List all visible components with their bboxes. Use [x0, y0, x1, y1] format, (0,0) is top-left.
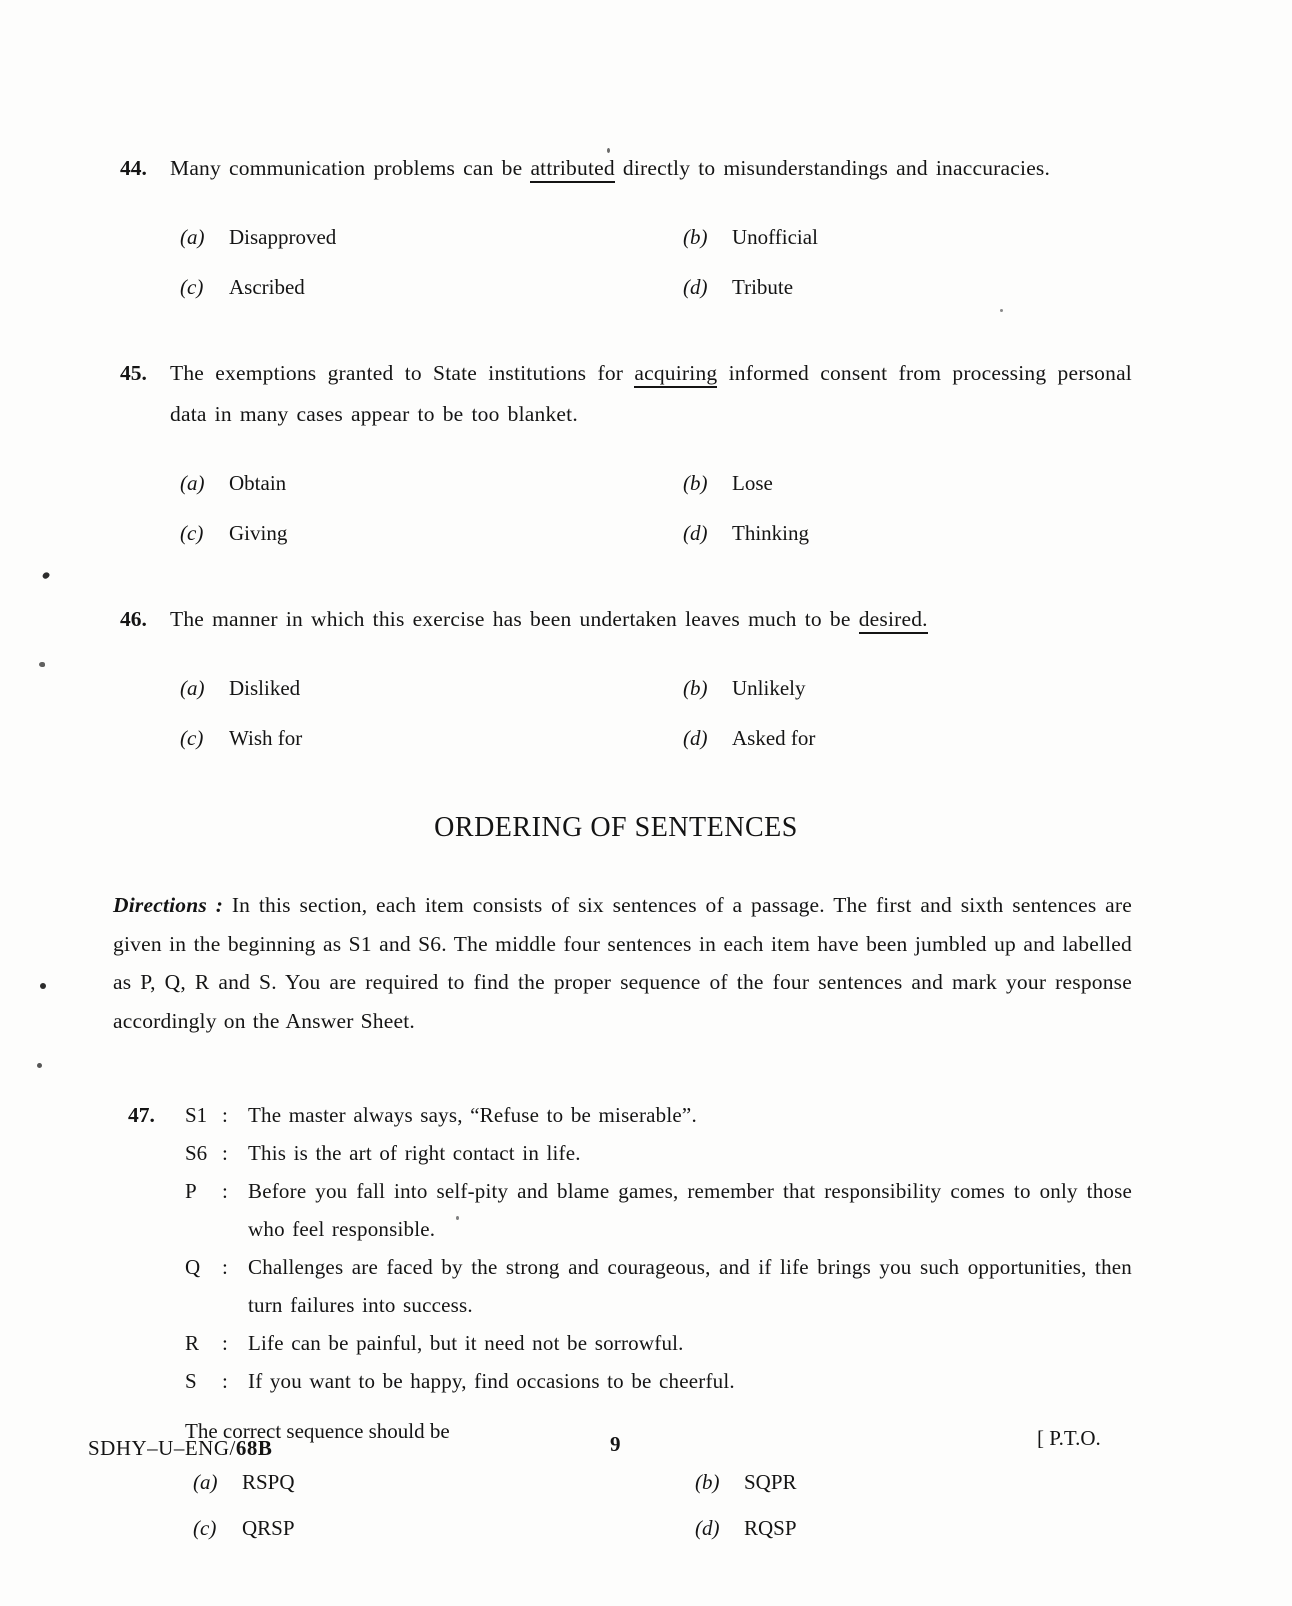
option-d — [683, 275, 1132, 299]
directions-paragraph — [113, 886, 1132, 1040]
option-label: (c) — [180, 521, 204, 545]
question-45 — [120, 353, 1132, 545]
option-a — [180, 471, 683, 495]
option-b — [683, 676, 1132, 700]
scan-artifact — [456, 1216, 459, 1220]
option-text: Unofficial — [732, 225, 818, 249]
sentence-text: Life can be painful, but it need not be sorrowful. — [248, 1331, 684, 1355]
option-text: Tribute — [732, 275, 794, 299]
option-d — [695, 1516, 1132, 1540]
sentence-label: R — [185, 1331, 200, 1355]
option-a — [180, 225, 683, 249]
scan-artifact — [37, 1063, 42, 1068]
question-47-options — [193, 1470, 1132, 1540]
option-a — [180, 676, 683, 700]
scan-artifact — [607, 148, 610, 153]
option-text: Giving — [229, 521, 288, 545]
sentence-label: P — [185, 1179, 197, 1203]
option-label: (b) — [683, 225, 708, 249]
paper-code — [88, 1436, 272, 1461]
sentence-row-p — [185, 1172, 1132, 1248]
option-label: (a) — [180, 225, 205, 249]
option-b — [683, 471, 1132, 495]
question-44-stem — [120, 148, 1132, 189]
option-label: (b) — [683, 471, 708, 495]
question-number: 47. — [128, 1103, 155, 1127]
scan-artifact — [40, 983, 46, 989]
option-text: SQPR — [744, 1470, 797, 1494]
option-label: (c) — [180, 726, 204, 750]
sentence-text: If you want to be happy, find occasions to be cheerful. — [248, 1369, 735, 1393]
sentence-colon: : — [222, 1255, 228, 1279]
option-text: Asked for — [732, 726, 816, 750]
sentence-row-s6 — [185, 1134, 1132, 1172]
sentence-row-s1 — [185, 1096, 1132, 1134]
sentence-colon: : — [222, 1331, 228, 1355]
option-b — [695, 1470, 1132, 1494]
question-46 — [120, 599, 1132, 750]
question-number: 45. — [120, 361, 147, 385]
question-47-sentences — [185, 1096, 1132, 1540]
option-label: (b) — [683, 676, 708, 700]
sentence-colon: : — [222, 1179, 228, 1203]
option-c — [180, 521, 683, 545]
option-label: (d) — [683, 275, 708, 299]
option-text: RQSP — [744, 1516, 797, 1540]
question-45-stem — [120, 353, 1132, 435]
option-label: (c) — [193, 1516, 217, 1540]
sentence-label: Q — [185, 1255, 201, 1279]
sentence-text: Before you fall into self-pity and blame games, remember that responsibility comes to only those who feel responsible. — [248, 1179, 1132, 1241]
directions-label: Directions : — [113, 893, 224, 917]
option-label: (a) — [180, 676, 205, 700]
option-text: Thinking — [732, 521, 809, 545]
question-number: 44. — [120, 156, 147, 180]
option-label: (d) — [683, 726, 708, 750]
sentence-row-r — [185, 1324, 1132, 1362]
scan-artifact — [1000, 309, 1003, 312]
question-46-options — [180, 676, 1132, 750]
option-d — [683, 726, 1132, 750]
option-b — [683, 225, 1132, 249]
sentence-text: This is the art of right contact in life. — [248, 1141, 581, 1165]
question-46-stem — [120, 599, 1132, 640]
question-text-after: informed consent from processing personal data in many cases appear to be too blanket. — [170, 361, 1132, 426]
option-label: (c) — [180, 275, 204, 299]
question-text — [170, 599, 1132, 640]
sentence-label: S — [185, 1369, 197, 1393]
underlined-word: attributed — [530, 156, 614, 183]
question-44 — [120, 148, 1132, 299]
page-number: 9 — [610, 1432, 621, 1456]
option-d — [683, 521, 1132, 545]
underlined-word: desired. — [859, 607, 928, 634]
question-text — [170, 148, 1132, 189]
option-c — [180, 726, 683, 750]
option-label: (d) — [695, 1516, 720, 1540]
option-text: Obtain — [229, 471, 287, 495]
option-label: (a) — [193, 1470, 218, 1494]
sentence-label: S6 — [185, 1141, 208, 1165]
sentence-row-q — [185, 1248, 1132, 1324]
question-47 — [120, 1096, 1132, 1540]
question-text-before: The exemptions granted to State institutions for — [170, 361, 635, 385]
question-47-body — [120, 1096, 1132, 1540]
option-text: QRSP — [242, 1516, 295, 1540]
underlined-word: acquiring — [634, 361, 717, 388]
option-a — [193, 1470, 695, 1494]
option-c — [180, 275, 683, 299]
paper-code-bold: 68B — [235, 1436, 273, 1460]
option-text: Disliked — [229, 676, 301, 700]
sentence-colon: : — [222, 1369, 228, 1393]
paper-code-prefix: SDHY–U–ENG/ — [88, 1436, 236, 1460]
option-label: (b) — [695, 1470, 720, 1494]
directions-text: In this section, each item consists of six sentences of a passage. The first and sixth sentences are given in the beginning as S1 and S6. The middle four sentences in each item have been jumbled up and labelled as P, Q, R and S. You are required to find the proper sequence of the four sentences and mark your response accordingly on the Answer Sheet. — [113, 893, 1132, 1033]
question-44-options — [180, 225, 1132, 299]
sentence-row-s — [185, 1362, 1132, 1400]
section-title: ORDERING OF SENTENCES — [434, 812, 798, 843]
sentence-colon: : — [222, 1141, 228, 1165]
option-text: RSPQ — [242, 1470, 295, 1494]
sentence-label: S1 — [185, 1103, 208, 1127]
option-text: Disapproved — [229, 225, 337, 249]
sentence-text: The master always says, “Refuse to be miserable”. — [248, 1103, 697, 1127]
question-45-options — [180, 471, 1132, 545]
option-text: Lose — [732, 471, 773, 495]
question-text-after: directly to misunderstandings and inaccuracies. — [614, 156, 1051, 180]
sentence-colon: : — [222, 1103, 228, 1127]
option-text: Ascribed — [229, 275, 305, 299]
question-text-before: The manner in which this exercise has been undertaken leaves much to be — [170, 607, 859, 631]
question-text — [170, 353, 1132, 435]
option-text: Wish for — [229, 726, 303, 750]
scan-artifact — [39, 662, 45, 667]
sequence-prompt: The correct sequence should be — [185, 1419, 450, 1443]
pto-marker: [ P.T.O. — [1037, 1426, 1101, 1450]
sentence-text: Challenges are faced by the strong and courageous, and if life brings you such opportunities, then turn failures into success. — [248, 1255, 1132, 1317]
question-text-before: Many communication problems can be — [170, 156, 531, 180]
option-c — [193, 1516, 695, 1540]
option-text: Unlikely — [732, 676, 806, 700]
option-label: (a) — [180, 471, 205, 495]
option-label: (d) — [683, 521, 708, 545]
question-number: 46. — [120, 607, 147, 631]
